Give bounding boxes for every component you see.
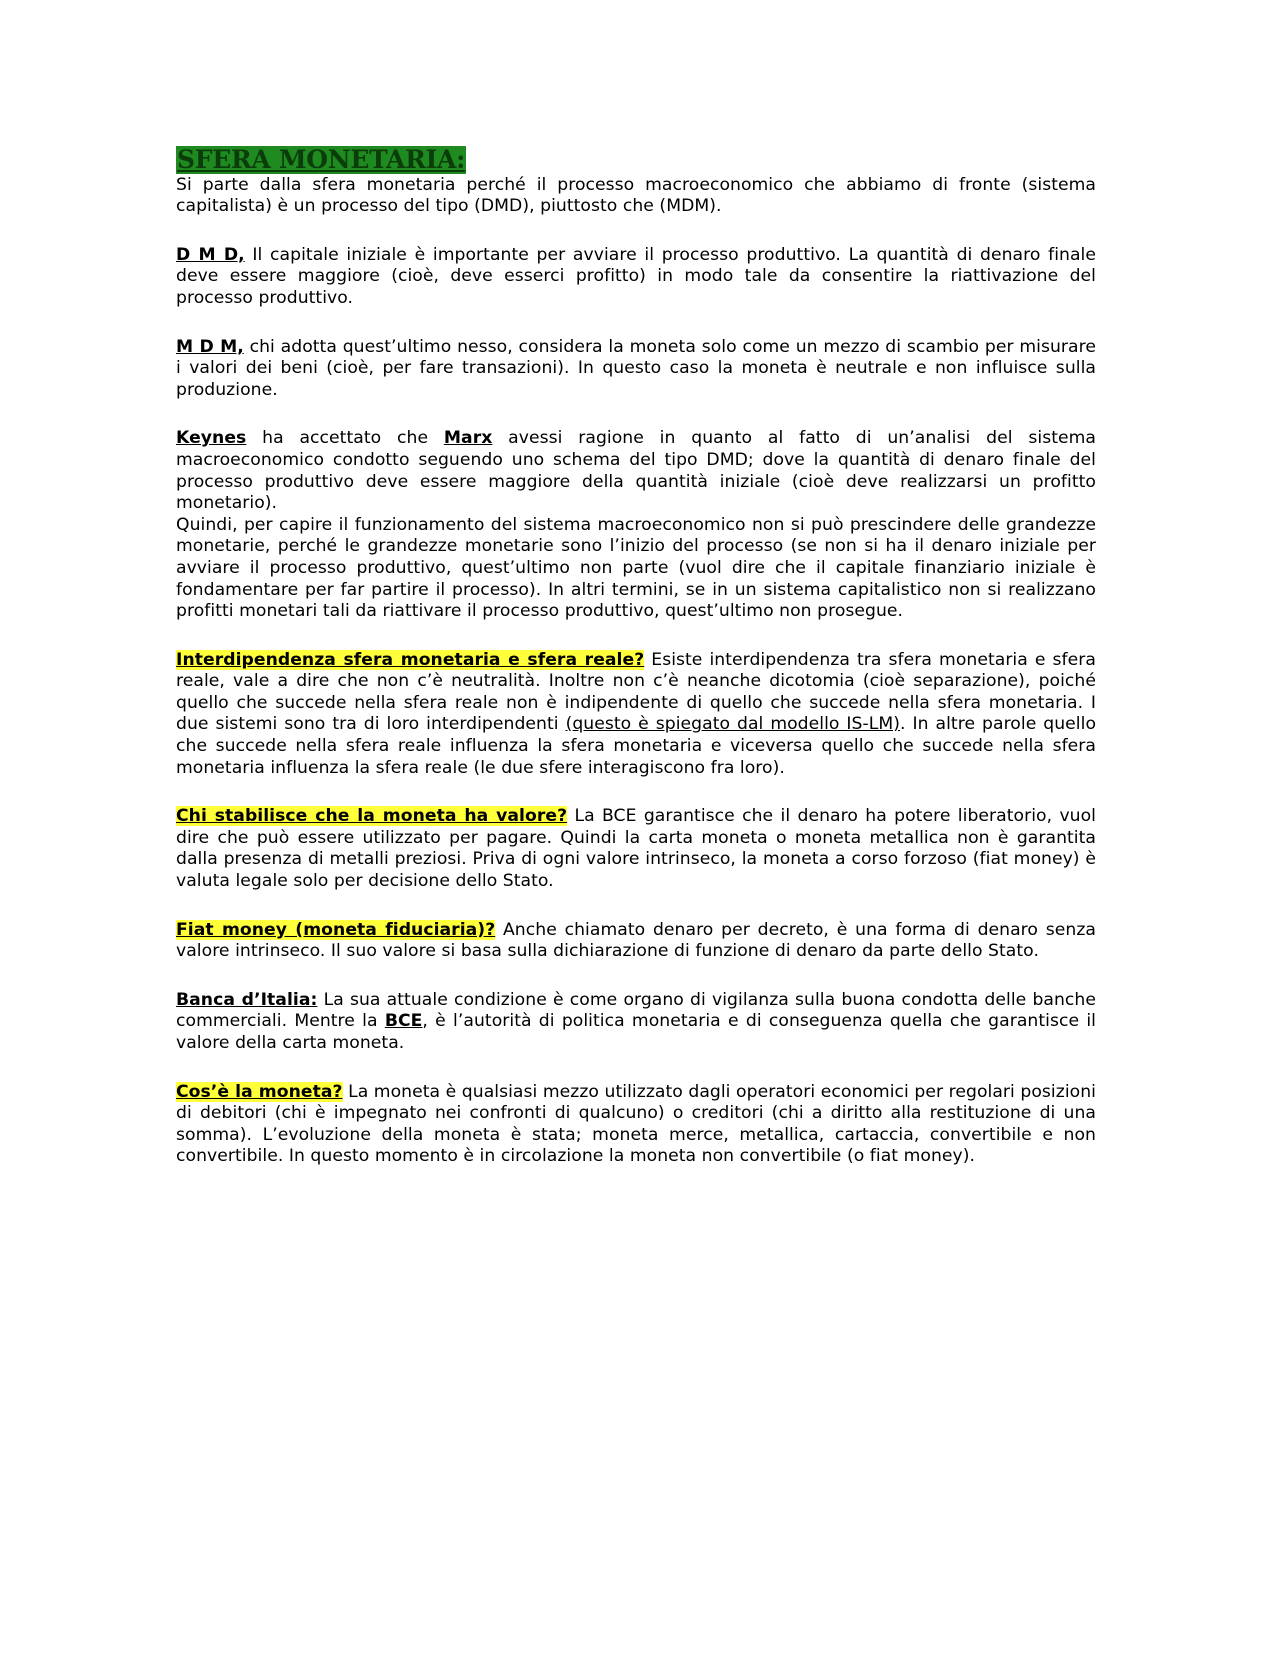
banca-italia-text-1: La sua attuale condizione è come organo di vigilanza sulla buona condotta delle banche commerciali. Mentre la [176, 989, 1096, 1032]
paragraph-quindi: Quindi, per capire il funzionamento del sistema macroeconomico non si può prescindere delle grandezze monetarie, perché le grandezze monetarie sono l’inizio del processo (se non si ha il denaro iniziale per avviare il processo produttivo, quest’ultimo non parte (vuol dire che il capitale finanziario iniziale è fondamentare per far partire il processo). In altri termini, se in un sistema capitalistico non si realizzano profitti monetari tali da riattivare il processo produttivo, quest’ultimo non prosegue. [176, 514, 1096, 622]
document-page [176, 146, 1096, 1168]
mdm-term: M D M, [176, 336, 244, 357]
question-cos-e-moneta: Cos’è la moneta? [176, 1081, 343, 1102]
keynes-term: Keynes [176, 428, 247, 449]
paragraph-intro: Si parte dalla sfera monetaria perché il processo macroeconomico che abbiamo di fronte (sistema capitalista) è un processo del tipo (DMD), piuttosto che (MDM). [176, 174, 1096, 217]
paragraph-cos-e-moneta [176, 1082, 1096, 1168]
banca-italia-text-2: , è l’autorità di politica monetaria e di conseguenza quella che garantisce il valore della carta moneta. [176, 1011, 1096, 1053]
dmd-text: Il capitale iniziale è importante per avviare il processo produttivo. La quantità di denaro finale deve essere maggiore (cioè, deve esserci profitto) in modo tale da consentire la riattivazione del processo produttivo. [176, 244, 1097, 308]
interdipendenza-text-2: . In altre parole quello che succede nella sfera reale influenza la sfera monetaria e viceversa quello che succede nella sfera monetaria influenza la sfera reale (le due sfere interagiscono fra loro). [176, 714, 1097, 778]
question-fiat-money: Fiat money (moneta fiduciaria)? [176, 919, 496, 940]
paragraph-mdm [176, 337, 1096, 402]
marx-term: Marx [443, 428, 493, 449]
cos-e-moneta-text: La moneta è qualsiasi mezzo utilizzato dagli operatori economici per regolari posizioni di debitori (chi è impegnato nei confronti di qualcuno) o creditori (chi a diritto alla restituzione di una somma). L’evoluzione della moneta è stata; moneta merce, metallica, cartaccia, convertibile e non convertibile. In questo momento è in circolazione la moneta non convertibile (o fiat money). [176, 1081, 1096, 1167]
banca-italia-term: Banca d’Italia: [176, 989, 318, 1010]
paragraph-dmd [176, 245, 1096, 310]
chi-stabilisce-text: La BCE garantisce che il denaro ha potere liberatorio, vuol dire che può essere utilizzato per pagare. Quindi la carta moneta o moneta metallica non è garantita dalla presenza di metalli preziosi. Priva di ogni valore intrinseco, la moneta a corso forzoso (fiat money) è valuta legale solo per decisione dello Stato. [176, 806, 1097, 892]
paragraph-interdipendenza [176, 650, 1096, 780]
interdipendenza-text-1: Esiste interdipendenza tra sfera monetaria e sfera reale, vale a dire che non c’è neutralità. Inoltre non c’è neanche dicotomia (cioè separazione), poiché quello che succede nella sfera reale non è indipendente di quello che succede nella sfera monetaria. I due sistemi sono tra di loro interdipendenti [176, 649, 1096, 735]
paragraph-keynes [176, 428, 1096, 514]
paragraph-banca-italia [176, 990, 1096, 1055]
keynes-text-1: ha accettato che [246, 428, 444, 449]
paragraph-chi-stabilisce [176, 806, 1096, 892]
paragraph-fiat-money [176, 920, 1096, 963]
dmd-term: D M D, [176, 244, 245, 265]
islm-reference: (questo è spiegato dal modello IS-LM) [565, 714, 901, 735]
keynes-text-2: avessi ragione in quanto al fatto di un’analisi del sistema macroeconomico condotto seguendo uno schema del tipo DMD; dove la quantità di denaro finale del processo produttivo deve essere maggiore della quantità iniziale (cioè deve realizzarsi un profitto monetario). [176, 428, 1096, 514]
page-title: SFERA MONETARIA: [177, 145, 466, 174]
fiat-money-text: Anche chiamato denaro per decreto, è una forma di denaro senza valore intrinseco. Il suo valore si basa sulla dichiarazione di funzione di denaro da parte dello Stato. [176, 919, 1096, 962]
mdm-text: chi adotta quest’ultimo nesso, considera la moneta solo come un mezzo di scambio per misurare i valori dei beni (cioè, per fare transazioni). In questo caso la moneta è neutrale e non influisce sulla produzione. [176, 336, 1096, 400]
bce-term: BCE [384, 1011, 423, 1032]
question-chi-stabilisce: Chi stabilisce che la moneta ha valore? [176, 806, 568, 827]
question-interdipendenza: Interdipendenza sfera monetaria e sfera reale? [176, 649, 645, 670]
